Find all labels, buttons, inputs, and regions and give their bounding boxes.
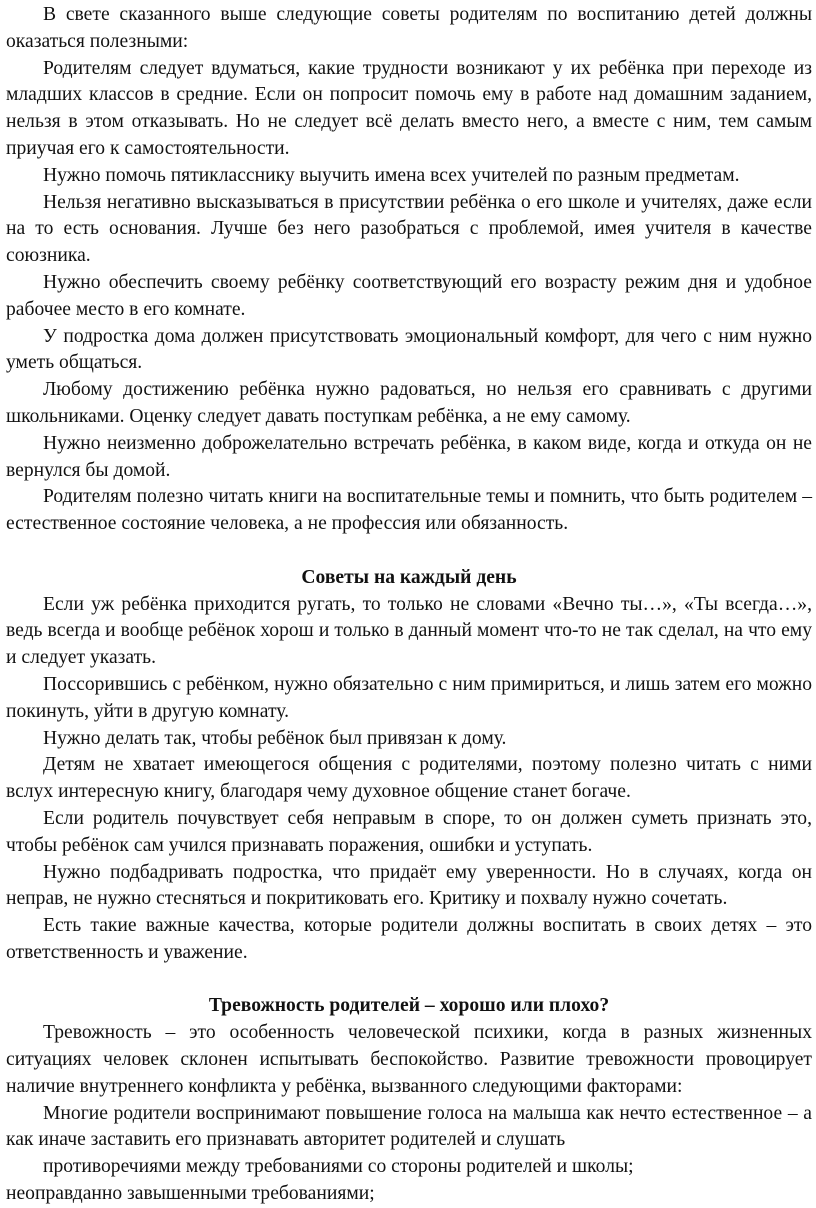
paragraph-daily-3: Нужно делать так, чтобы ребёнок был привязан к дому.	[43, 727, 507, 749]
section-spacer	[6, 967, 812, 994]
paragraph-daily-5: Если родитель почувствует себя неправым в споре, то он должен суметь признать это, чтобы ребёнок сам учился признавать поражения, ошибки и уступать.	[6, 807, 812, 856]
paragraph-daily-2: Поссорившись с ребёнком, нужно обязательно с ним примириться, и лишь затем его можно покинуть, уйти в другую комнату.	[6, 673, 812, 722]
paragraph-intro-3: Нужно помочь пятикласснику выучить имена всех учителей по разным предметам.	[43, 164, 740, 186]
paragraph-anxiety-2: Многие родители воспринимают повышение голоса на малыша как нечто естественное – а как иначе заставить его признавать авторитет родителей и слушать	[6, 1102, 812, 1151]
paragraph-anxiety-3: противоречиями между требованиями со стороны родителей и школы;	[43, 1156, 634, 1178]
paragraph-intro-5: Нужно обеспечить своему ребёнку соответствующий его возрасту режим дня и удобное рабочее место в его комнате.	[6, 271, 812, 320]
paragraph-intro-8: Нужно неизменно доброжелательно встречать ребёнка, в каком виде, когда и откуда он не вернулся бы домой.	[6, 432, 812, 481]
section-spacer	[6, 538, 812, 565]
paragraph-intro-6: У подростка дома должен присутствовать эмоциональный комфорт, для чего с ним нужно уметь общаться.	[6, 325, 812, 374]
paragraph-intro-4: Нельзя негативно высказываться в присутствии ребёнка о его школе и учителях, даже если на то есть основания. Лучше без него разобраться с проблемой, имея учителя в качестве союзника.	[6, 191, 812, 267]
paragraph-intro-1: В свете сказанного выше следующие советы родителям по воспитанию детей должны оказаться полезными:	[6, 4, 812, 52]
paragraph-daily-6: Нужно подбадривать подростка, что придаёт ему уверенности. Но в случаях, когда он неправ, не нужно стесняться и покритиковать его. Критику и похвалу нужно сочетать.	[6, 861, 812, 910]
paragraph-anxiety-1: Тревожность – это особенность человеческой психики, когда в разных жизненных ситуациях человек склонен испытывать беспокойство. Развитие тревожности провоцирует наличие внутреннего конфликта у ребёнка, вызванного следующими факторами:	[6, 1022, 812, 1097]
section-heading-daily: Советы на каждый день	[301, 566, 517, 588]
paragraph-intro-7: Любому достижению ребёнка нужно радоваться, но нельзя его сравнивать с другими школьниками. Оценку следует давать поступкам ребёнка, а не ему самому.	[6, 379, 812, 427]
paragraph-daily-1: Если уж ребёнка приходится ругать, то только не словами «Вечно ты…», «Ты всегда…», ведь всегда и вообще ребёнок хорош и только в данный момент что-то не так сделал, на что ему и следует указать.	[6, 593, 812, 669]
paragraph-anxiety-4: неоправданно завышенными требованиями;	[6, 1183, 375, 1205]
paragraph-intro-2: Родителям следует вдуматься, какие трудности возникают у их ребёнка при переходе из младших классов в средние. Если он попросит помочь ему в работе над домашним заданием, нельзя в этом отказывать. Но не следует всё делать вместо него, а вместе с ним, тем самым приучая его к самостоятельности.	[6, 57, 812, 159]
paragraph-intro-9: Родителям полезно читать книги на воспитательные темы и помнить, что быть родителем – естественное состояние человека, а не профессия или обязанность.	[6, 486, 812, 535]
paragraph-daily-7: Есть такие важные качества, которые родители должны воспитать в своих детях – это ответственность и уважение.	[6, 915, 812, 963]
document-page	[6, 2, 812, 1208]
section-heading-anxiety: Тревожность родителей – хорошо или плохо?	[208, 995, 610, 1017]
paragraph-daily-4: Детям не хватает имеющегося общения с родителями, поэтому полезно читать с ними вслух интересную книгу, благодаря чему духовное общение станет богаче.	[6, 754, 812, 803]
